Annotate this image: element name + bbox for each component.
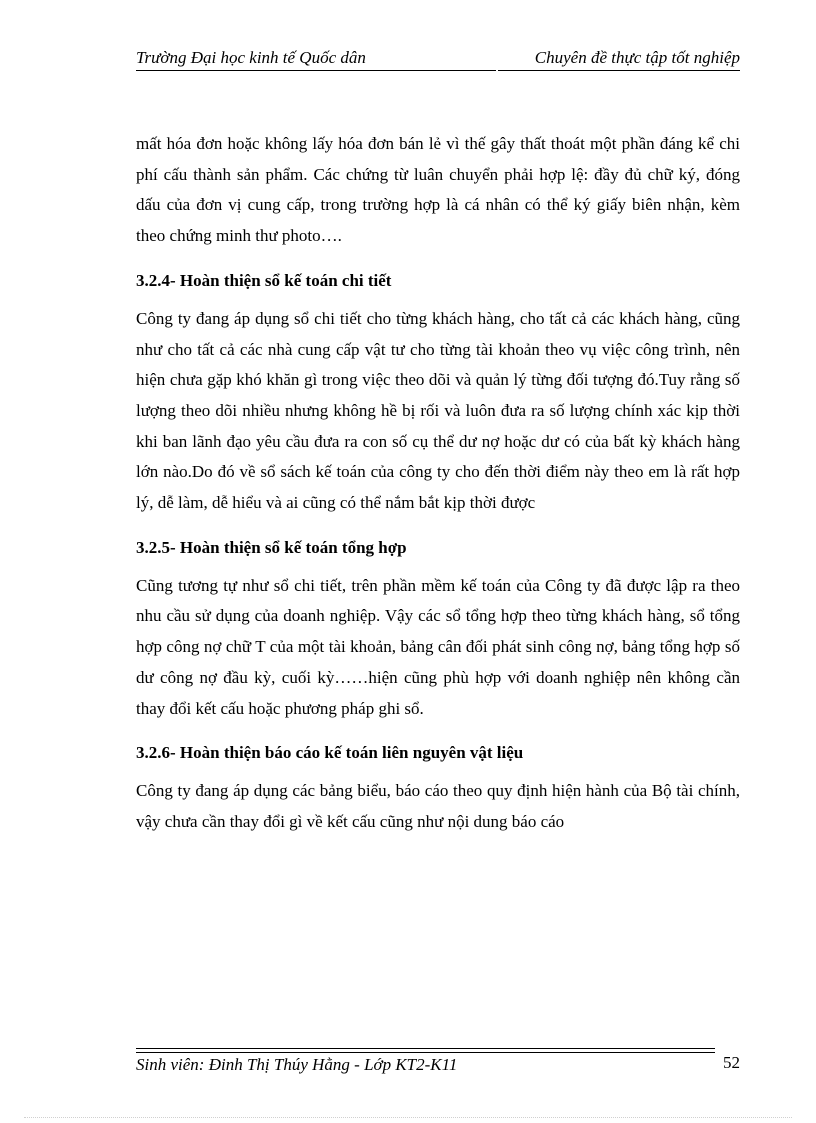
section-heading-3-2-4: 3.2.4- Hoàn thiện sổ kế toán chi tiết [136,270,392,290]
paragraph-general-ledger: Cũng tương tự như sổ chi tiết, trên phần mềm kế toán của Công ty đã được lập ra theo nhu cầu sử dụng của doanh nghiệp. Vậy các sổ tổng hợp theo từng khách hàng, sổ tổng hợp công nợ chữ T của một tài khoản, bảng cân đối phát sinh công nợ, bảng tổng hợp số dư công nợ đầu kỳ, cuối kỳ……hiện cũng phù hợp với doanh nghiệp nên không cần thay đổi kết cấu hoặc phương pháp ghi sổ. [136,575,740,718]
page-body [136,129,740,838]
paragraph-intro: mất hóa đơn hoặc không lấy hóa đơn bán lẻ vì thế gây thất thoát một phần đáng kể chi phí cấu thành sản phẩm. Các chứng từ luân chuyển phải hợp lệ: đầy đủ chữ ký, đóng dấu của đơn vị cung cấp, trong trường hợp là cá nhân có thể ký giấy biên nhận, kèm theo chứng minh thư photo…. [136,134,740,246]
footer-divider [136,1048,715,1053]
page-header [136,48,740,74]
header-report-title: Chuyên đề thực tập tốt nghiệp [498,48,740,71]
section-heading-3-2-6: 3.2.6- Hoàn thiện báo cáo kế toán liên nguyên vật liệu [136,743,524,763]
paragraph-detail-ledger: Công ty đang áp dụng sổ chi tiết cho từng khách hàng, cho tất cả các khách hàng, cũng như cho tất cả các nhà cung cấp vật tư cho từng tài khoản theo vụ việc công trình, nên hiện chưa gặp khó khăn gì trong việc theo dõi và quản lý từng đối tượng đó.Tuy rằng số lượng theo dõi nhiều nhưng không hề bị rối và luôn đưa ra số lượng chính xác kịp thời khi ban lãnh đạo yêu cầu đưa ra con số cụ thể dư nợ hoặc dư có của bất kỳ khách hàng lớn nào.Do đó về sổ sách kế toán của công ty cho đến thời điểm này theo em là rất hợp lý, dễ làm, dễ hiểu và ai cũng có thể nắm bắt kịp thời được [136,308,740,513]
footer-student-info: Sinh viên: Đinh Thị Thúy Hằng - Lớp KT2-K11 [136,1055,458,1074]
page-number: 52 [723,1053,740,1072]
paragraph-reports: Công ty đang áp dụng các bảng biểu, báo cáo theo quy định hiện hành của Bộ tài chính, vậy chưa cần thay đổi gì về kết cấu cũng như nội dung báo cáo [136,781,740,831]
page-edge-dots [24,1117,792,1118]
section-heading-3-2-5: 3.2.5- Hoàn thiện sổ kế toán tổng hợp [136,537,407,557]
header-university: Trường Đại học kinh tế Quốc dân [136,48,496,71]
